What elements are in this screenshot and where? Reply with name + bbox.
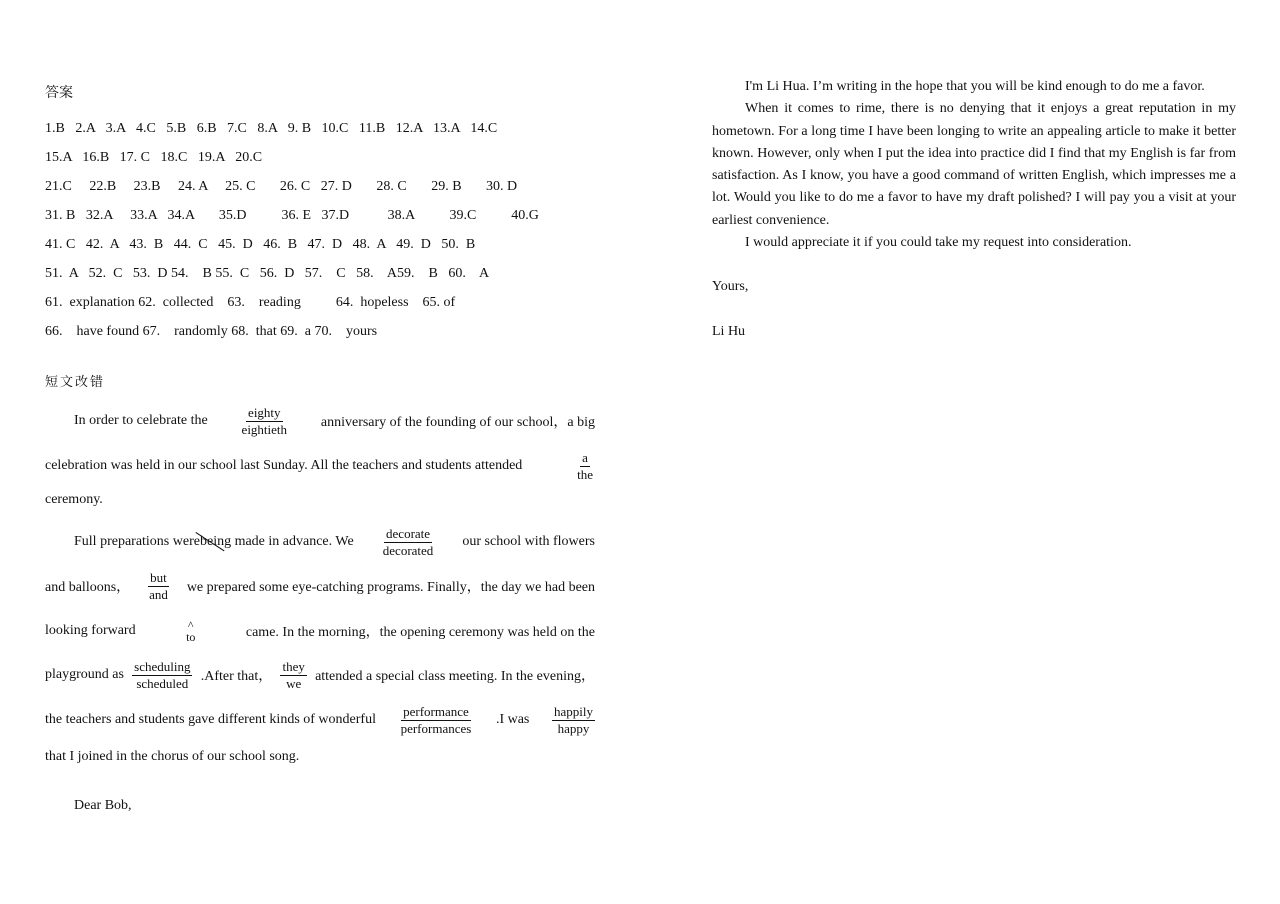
text-span: and balloons，: [45, 580, 131, 595]
text-span: Full preparations were: [74, 534, 200, 549]
correction-paragraph-1: [45, 398, 595, 512]
text-span: playground as: [45, 667, 124, 682]
text-span: celebration was held in our school last Sunday. All the teachers and students attended: [45, 458, 523, 473]
letter-body: [712, 76, 1236, 343]
correction-fraction: [575, 450, 595, 483]
answer-line: 1.B 2.A 3.A 4.C 5.B 6.B 7.C 8.A 9. B 10.C 11.B 12.A 13.A 14.C: [45, 121, 498, 136]
correction-fraction: [132, 659, 192, 692]
text-span: the teachers and students gave different kinds of wonderful: [45, 712, 376, 727]
answer-line: 51. A 52. C 53. D 54. B 55. C 56. D 57. C 58. A59. B 60. A: [45, 266, 490, 281]
letter-signature: Li Hu: [712, 323, 746, 339]
corrected-word: the: [577, 466, 593, 482]
text-span: we prepared some eye-catching programs. Finally，the day we had been: [186, 580, 595, 595]
caret-icon: ^: [187, 618, 194, 632]
wrong-word: they: [282, 658, 305, 674]
text-span: ceremony.: [45, 492, 103, 507]
corrected-word: we: [286, 675, 302, 691]
wrong-word: scheduling: [134, 658, 191, 674]
letter-paragraph: I'm Li Hua. I’m writing in the hope that you will be kind enough to do me a favor.: [745, 79, 1205, 94]
letter-paragraph: I would appreciate it if you could take my request into consideration.: [745, 235, 1132, 251]
correction-paragraph-2: [45, 520, 595, 770]
corrected-word: performances: [400, 720, 472, 736]
wrong-word: performance: [403, 703, 469, 719]
text-span: ing made in advance. We: [213, 534, 354, 549]
text-span: our school with flowers: [462, 534, 595, 549]
wrong-word: decorate: [386, 525, 431, 541]
text-span: .After that，: [200, 669, 273, 684]
letter-closing: Yours,: [712, 279, 749, 295]
answer-section: [45, 84, 595, 814]
answer-line: 31. B 32.A 33.A 34.A 35.D 36. E 37.D 38.A 39.C 40.G: [45, 208, 539, 223]
text-span: .I was: [495, 712, 530, 727]
corrected-word: and: [149, 586, 168, 602]
answer-line: 66. have found 67. randomly 68. that 69. a 70. yours: [45, 324, 378, 339]
wrong-word: but: [150, 569, 167, 585]
text-span: In order to celebrate the: [74, 413, 208, 428]
corrected-word: happy: [557, 720, 590, 736]
text-span: looking forward: [45, 623, 136, 638]
correction-fraction: [381, 526, 436, 559]
text-span: that I joined in the chorus of our school song.: [45, 749, 300, 764]
letter-paragraph: When it comes to rime, there is no denying that it enjoys a great reputation in my hometown. For a long time I have been longing to write an appealing article to make it better known. However, only when I put the idea into practice did I find that my English is far from satisfaction. As I know, you have a good command of written English, which impresses me a lot. Would you like to do me a favor to have my draft polished? I will pay you a visit at your earliest convenience.: [712, 101, 1236, 228]
wrong-word: a: [582, 449, 588, 465]
correction-fraction: [280, 659, 306, 692]
corrected-word: scheduled: [136, 675, 189, 691]
correction-fraction: [552, 704, 595, 737]
corrected-word: eightieth: [241, 421, 288, 437]
correction-fraction: [240, 405, 290, 438]
inserted-word: to: [186, 630, 196, 644]
letter-greeting: Dear Bob,: [74, 798, 132, 813]
deleted-word: be: [199, 534, 214, 549]
correction-fraction: [147, 570, 170, 603]
text-span: attended a special class meeting. In the evening，: [315, 669, 595, 684]
answers-heading: 答案: [45, 86, 73, 101]
answer-line: 21.C 22.B 23.B 24. A 25. C 26. C 27. D 28. C 29. B 30. D: [45, 179, 518, 194]
text-span: anniversary of the founding of our school，a big: [320, 415, 595, 430]
wrong-word: eighty: [248, 404, 281, 420]
answer-line: 41. C 42. A 43. B 44. C 45. D 46. B 47. D 48. A 49. D 50. B: [45, 237, 476, 252]
answers-list: [45, 114, 595, 346]
insertion-mark: [186, 619, 195, 643]
answer-line: 15.A 16.B 17. C 18.C 19.A 20.C: [45, 150, 263, 165]
wrong-word: happily: [553, 703, 593, 719]
correction-heading: 短文改错: [45, 374, 106, 389]
correction-fraction: [399, 704, 474, 737]
answer-line: 61. explanation 62. collected 63. reading 64. hopeless 65. of: [45, 295, 456, 310]
text-span: came. In the morning，the opening ceremony was held on the: [245, 625, 595, 640]
corrected-word: decorated: [382, 542, 434, 558]
